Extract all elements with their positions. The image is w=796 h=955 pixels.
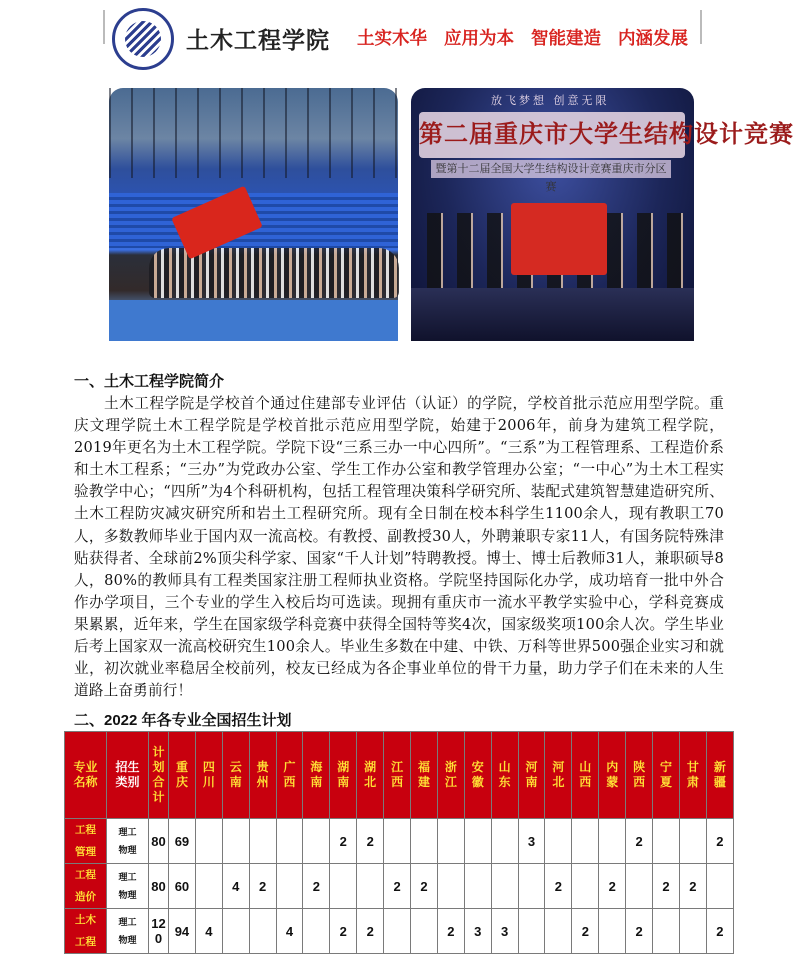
stadium-group-photo (109, 88, 398, 341)
header-province-char: 徽 (471, 775, 484, 789)
province-quota: 94 (169, 909, 196, 954)
admission-category (107, 819, 149, 864)
header-province (626, 732, 653, 819)
province-quota: 2 (599, 864, 626, 909)
header-province-char: 建 (417, 775, 430, 789)
header-province-char: 川 (202, 775, 215, 789)
header-province (464, 732, 491, 819)
table-row (65, 819, 734, 864)
competition-photo (411, 88, 794, 341)
corner-mark (89, 10, 105, 44)
header-province (572, 732, 599, 819)
province-quota (195, 864, 222, 909)
header-province-char: 南 (337, 775, 350, 789)
province-quota (518, 864, 545, 909)
province-quota (626, 864, 653, 909)
province-quota (357, 864, 384, 909)
header-total (149, 732, 169, 819)
province-quota (545, 819, 572, 864)
province-quota: 2 (357, 819, 384, 864)
header-province-char: 北 (364, 775, 377, 789)
header-major-line: 专业 (73, 760, 98, 774)
admission-category-line: 理工 (118, 917, 137, 927)
major-name (65, 819, 107, 864)
major-name-line: 造价 (75, 891, 96, 903)
table-header-row (65, 732, 734, 819)
header-province (679, 732, 706, 819)
header-province-char: 夏 (659, 775, 672, 789)
header-province (249, 732, 276, 819)
motto-item: 土实木华 (357, 28, 427, 48)
header-province-char: 宁 (659, 760, 672, 774)
province-quota: 2 (384, 864, 411, 909)
plan-total-line: 0 (154, 931, 163, 946)
province-quota: 3 (518, 819, 545, 864)
major-name-line: 管理 (75, 846, 96, 858)
province-quota (384, 819, 411, 864)
province-quota: 2 (626, 909, 653, 954)
province-quota: 2 (572, 909, 599, 954)
competition-sub-banner: 暨第十二届全国大学生结构设计竞赛重庆市分区赛 (431, 160, 671, 178)
header-province-char: 浙 (444, 760, 457, 774)
header-province-char: 西 (579, 775, 592, 789)
table-row (65, 909, 734, 954)
major-name (65, 909, 107, 954)
province-quota: 69 (169, 819, 196, 864)
student-group (149, 248, 399, 298)
header-province-char: 肃 (686, 775, 699, 789)
header-province-char: 河 (525, 760, 538, 774)
province-quota (330, 864, 357, 909)
major-name-line: 土木 (75, 914, 96, 926)
motto (357, 25, 705, 50)
header-kind (107, 732, 149, 819)
header-province-char: 山 (498, 760, 511, 774)
header-province-char: 陕 (633, 760, 646, 774)
header-province-char: 西 (283, 775, 296, 789)
province-quota (491, 864, 518, 909)
province-quota (411, 909, 438, 954)
province-quota: 2 (411, 864, 438, 909)
red-flag-icon (511, 203, 607, 275)
province-quota (572, 864, 599, 909)
header-province-char: 重 (175, 760, 188, 774)
header-province-char: 四 (202, 760, 215, 774)
province-quota: 2 (249, 864, 276, 909)
province-quota (653, 909, 680, 954)
province-quota (276, 819, 303, 864)
major-name (65, 864, 107, 909)
header-province (599, 732, 626, 819)
header-province-char: 福 (417, 760, 430, 774)
motto-item: 智能建造 (531, 28, 601, 48)
motto-item: 应用为本 (444, 28, 514, 48)
header-province-char: 疆 (713, 775, 726, 789)
header-province-char: 庆 (175, 775, 188, 789)
major-name-line: 工程 (75, 824, 96, 836)
logo-emblem-icon (125, 21, 161, 57)
header-province-char: 南 (525, 775, 538, 789)
province-quota: 2 (653, 864, 680, 909)
province-quota: 2 (303, 864, 330, 909)
province-quota (222, 819, 249, 864)
header-province (195, 732, 222, 819)
header-province (276, 732, 303, 819)
province-quota (679, 819, 706, 864)
header-major (65, 732, 107, 819)
table-row (65, 864, 734, 909)
photo-tagline: 放飞梦想 创意无限 (491, 94, 610, 107)
major-name-line: 工程 (75, 936, 96, 948)
province-quota: 4 (276, 909, 303, 954)
header-province-char: 新 (713, 760, 726, 774)
admission-category (107, 864, 149, 909)
header-province-char: 湖 (337, 760, 350, 774)
province-quota (599, 819, 626, 864)
province-quota: 2 (330, 819, 357, 864)
province-quota: 2 (545, 864, 572, 909)
province-quota: 2 (679, 864, 706, 909)
province-quota (222, 909, 249, 954)
province-quota (437, 819, 464, 864)
header-total-line: 计 (152, 745, 165, 759)
province-quota (249, 909, 276, 954)
province-quota (518, 909, 545, 954)
header-province-char: 南 (310, 775, 323, 789)
major-name-line: 工程 (75, 869, 96, 881)
header-province-char: 安 (471, 760, 484, 774)
header-province (518, 732, 545, 819)
header-province (330, 732, 357, 819)
header-province-char: 东 (498, 775, 511, 789)
college-name: 土木工程学院 (186, 27, 330, 53)
province-quota (706, 864, 733, 909)
college-logo (112, 8, 174, 70)
plan-total-line: 12 (151, 916, 166, 931)
running-track (109, 300, 398, 341)
province-quota: 2 (330, 909, 357, 954)
header-total-line: 划 (152, 760, 165, 774)
admission-category-line: 理工 (118, 872, 137, 882)
province-quota: 3 (491, 909, 518, 954)
enrollment-plan-table (64, 731, 734, 954)
province-quota (599, 909, 626, 954)
province-quota: 2 (626, 819, 653, 864)
province-quota (303, 819, 330, 864)
province-quota (679, 909, 706, 954)
admission-category-line: 物理 (118, 890, 137, 900)
plan-total: 80 (149, 864, 169, 909)
province-quota: 2 (357, 909, 384, 954)
header-total-line: 合 (152, 775, 165, 789)
header-province-char: 蒙 (606, 775, 619, 789)
header-province-char: 山 (579, 760, 592, 774)
header-province-char: 海 (310, 760, 323, 774)
header-province-char: 南 (229, 775, 242, 789)
header-major-line: 名称 (73, 775, 98, 789)
plan-total: 80 (149, 819, 169, 864)
header-province-char: 西 (633, 775, 646, 789)
province-quota (249, 819, 276, 864)
province-quota (437, 864, 464, 909)
header-province (653, 732, 680, 819)
header-province-char: 西 (391, 775, 404, 789)
admission-category-line: 物理 (118, 845, 137, 855)
header-province-char: 内 (606, 760, 619, 774)
header-province (384, 732, 411, 819)
header-province (706, 732, 733, 819)
province-quota (491, 819, 518, 864)
header-province (303, 732, 330, 819)
header-province-char: 江 (391, 760, 404, 774)
province-quota (303, 909, 330, 954)
province-quota: 2 (437, 909, 464, 954)
header-province (169, 732, 196, 819)
stage-floor (411, 288, 694, 341)
header-province-char: 湖 (364, 760, 377, 774)
section-title-intro: 一、土木工程学院简介 (74, 373, 225, 390)
admission-category (107, 909, 149, 954)
province-quota: 2 (706, 909, 733, 954)
province-quota (545, 909, 572, 954)
stadium-roof (109, 88, 398, 178)
header-province-char: 州 (256, 775, 269, 789)
province-quota (384, 909, 411, 954)
header-province-char: 北 (552, 775, 565, 789)
header-province (411, 732, 438, 819)
header-province-char: 河 (552, 760, 565, 774)
admission-category-line: 理工 (118, 827, 137, 837)
province-quota: 4 (195, 909, 222, 954)
province-quota: 4 (222, 864, 249, 909)
competition-banner: 第二届重庆市大学生结构设计竞赛 (419, 112, 685, 158)
province-quota (572, 819, 599, 864)
header-province (357, 732, 384, 819)
province-quota (653, 819, 680, 864)
header-kind-line: 招生 (115, 760, 140, 774)
province-quota: 2 (706, 819, 733, 864)
intro-paragraph: 土木工程学院是学校首个通过住建部专业评估（认证）的学院，学校首批示范应用型学院。重庆文理学院土木工程学院是学校首批示范应用型学院，始建于2006年，前身为建筑工程学院，2019年更名为土木工程学院。学院下设“三系三办一中心四所”。“三系”为工程管理系、工程造价系和土木工程系；“三办”为党政办公室、学生工作办公室和教学管理办公室；“一中心”为土木工程实验教学中心；“四所”为4个科研机构，包括工程管理决策科学研究所、装配式建筑智慧建造研究所、土木工程防灾减灾研究所和岩土工程研究所。现有全日制在校本科学生1100余人，现有教职工70人，多数教师毕业于国内双一流高校。有教授、副教授30人，外聘兼职专家11人，有国务院特殊津贴获得者、全球前2%顶尖科学家、国家“千人计划”特聘教授。博士、博士后教师31人，兼职硕导8人，80%的教师具有工程类国家注册工程师执业资格。学院坚持国际化办学，成功培育一批中外合作办学项目，三个专业的学生入校后均可选读。现拥有重庆市一流水平教学实验中心，学科竞赛成果累累，近年来，学生在国家级学科竞赛中获得全国特等奖4次，国家级奖项100余人次。学生毕业后考上国家双一流高校研究生100余人。毕业生多数在中建、中铁、万科等世界500强企业实习和就业，初次就业率稳居全校前列，校友已经成为各企事业单位的骨干力量，助力学子们在未来的人生道路上奋勇前行！ (74, 395, 724, 700)
province-quota (195, 819, 222, 864)
header-kind-line: 类别 (115, 775, 140, 789)
header-province-char: 甘 (686, 760, 699, 774)
header-province-char: 贵 (256, 760, 269, 774)
header-province-char: 广 (283, 760, 296, 774)
header-province (545, 732, 572, 819)
province-quota (411, 819, 438, 864)
header-province-char: 江 (444, 775, 457, 789)
province-quota (464, 819, 491, 864)
province-quota (464, 864, 491, 909)
header-province (222, 732, 249, 819)
header-province (437, 732, 464, 819)
motto-item: 内涵发展 (618, 28, 688, 48)
header-total-line: 计 (152, 790, 165, 804)
page-header (0, 0, 796, 75)
header-province-char: 云 (229, 760, 242, 774)
province-quota: 60 (169, 864, 196, 909)
province-quota: 3 (464, 909, 491, 954)
section-title-enrollment: 二、2022 年各专业全国招生计划 (74, 712, 292, 729)
admission-category-line: 物理 (118, 935, 137, 945)
plan-total (149, 909, 169, 954)
province-quota (276, 864, 303, 909)
header-province (491, 732, 518, 819)
